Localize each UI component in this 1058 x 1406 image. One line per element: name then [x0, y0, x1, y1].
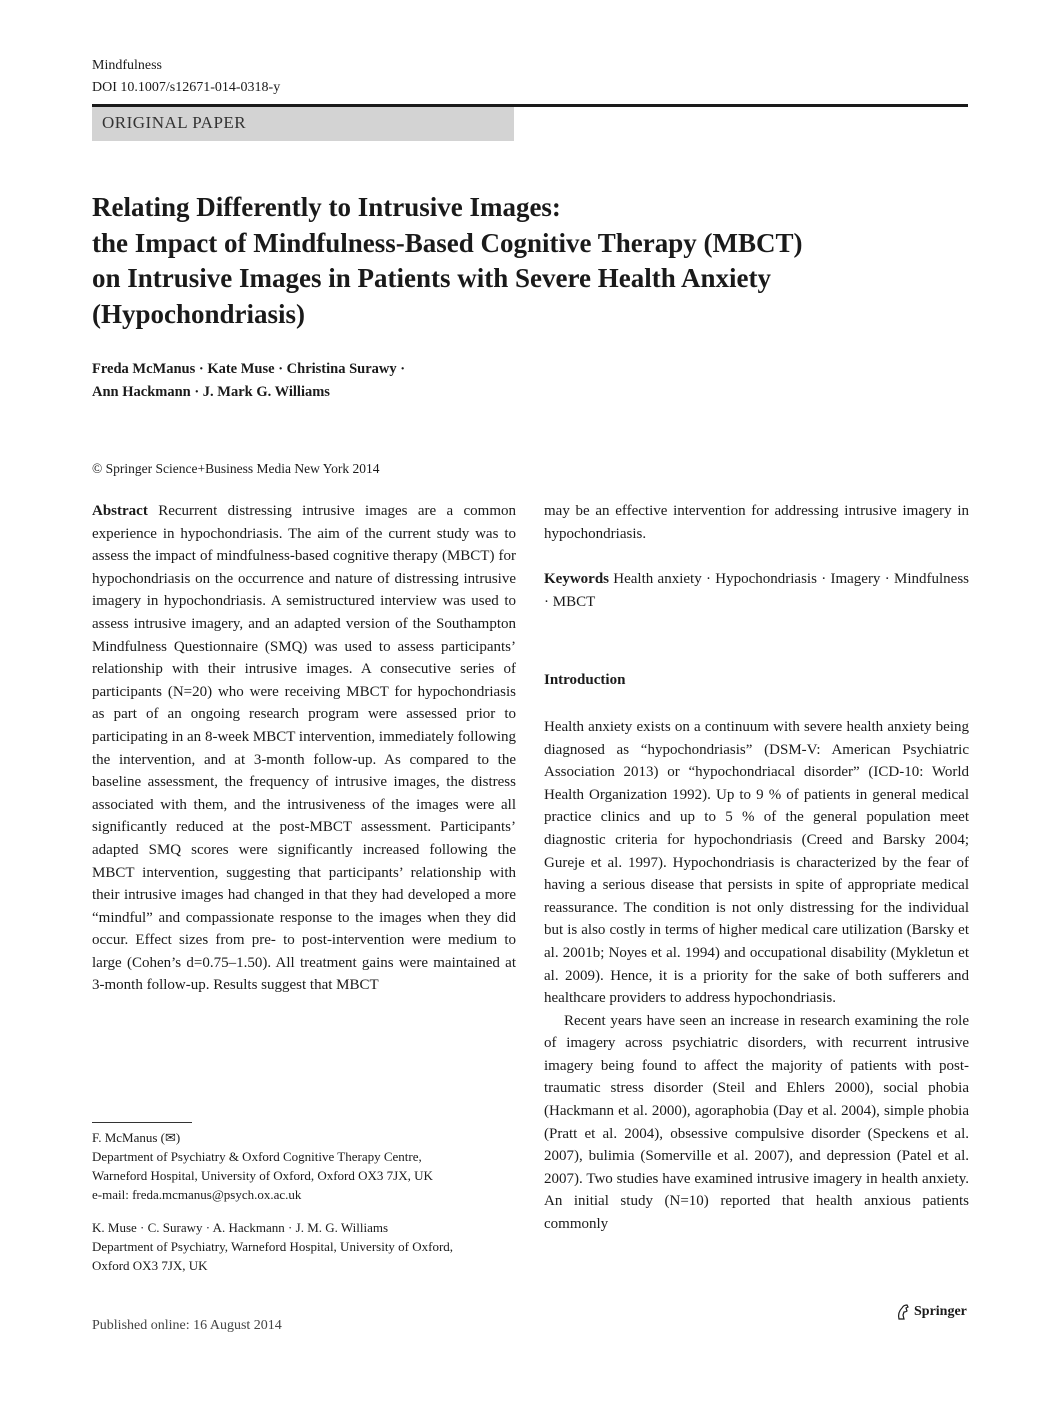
- coauthors-department: Department of Psychiatry, Warneford Hospital, University of Oxford,: [92, 1239, 454, 1254]
- abstract: [92, 500, 516, 997]
- publisher-logo: [896, 1303, 967, 1321]
- title-line: (Hypochondriasis): [92, 298, 306, 329]
- published-date: Published online: 16 August 2014: [92, 1318, 282, 1333]
- springer-horse-icon: [896, 1303, 910, 1321]
- paper-title: [92, 190, 972, 332]
- section-heading-introduction: Introduction: [544, 672, 626, 689]
- author-list: [92, 358, 405, 404]
- article-type-label: ORIGINAL PAPER: [102, 113, 247, 132]
- author-line: Freda McManus · Kate Muse · Christina Surawy ·: [92, 361, 406, 377]
- title-line: the Impact of Mindfulness-Based Cognitive Therapy (MBCT): [92, 227, 803, 258]
- footnote-rule: [92, 1122, 192, 1123]
- keywords-text: Health anxiety · Hypochondriasis · Imagery · Mindfulness · MBCT: [544, 571, 969, 610]
- coauthors: K. Muse · C. Surawy · A. Hackmann · J. M. G. Williams: [92, 1220, 389, 1235]
- corresponding-email[interactable]: e-mail: freda.mcmanus@psych.ox.ac.uk: [92, 1187, 302, 1202]
- corresponding-author: F. McManus (✉): [92, 1130, 181, 1145]
- intro-paragraph: Recent years have seen an increase in research examining the role of imagery across psychiatric disorders, with recurrent intrusive imagery being found to affect the majority of patients with post-traumatic stress disorder (Steil and Ehlers 2000), social phobia (Hackmann et al. 2000), agoraphobia (Day et al. 2004), simple phobia (Pratt et al. 2004), obsessive compulsive disorder (Speckens et al. 2007), bulimia (Somerville et al. 2007), and depression (Patel et al. 2007). Two studies have examined intrusive imagery in health anxiety. An initial study (N=10) reported that health anxious patients commonly: [544, 1012, 969, 1233]
- right-column: [544, 500, 969, 1236]
- abstract-continuation: may be an effective intervention for addressing intrusive imagery in hypochondriasis.: [544, 503, 969, 542]
- abstract-text: Recurrent distressing intrusive images are a common experience in hypochondriasis. The aim of the current study was to assess the impact of mindfulness-based cognitive therapy (MBCT) for hypochondriasis on the occurrence and nature of distressing intrusive imagery in hypochondriasis. A semistructured interview was used to assess intrusive imagery, and an adapted version of the Southampton Mindfulness Questionnaire (SMQ) was used to assess participants’ relationship with their intrusive images. A consecutive series of participants (N=20) who were receiving MBCT for hypochondriasis as part of an ongoing research program were assessed prior to participating in an 8-week MBCT intervention, immediately following the intervention, and at 3-month follow-up. As compared to the baseline assessment, the frequency of intrusive images, the distress associated with them, and the intrusiveness of the images were all significantly reduced at the post-MBCT assessment. Participants’ adapted SMQ scores were significantly increased following the MBCT intervention, suggesting that participants’ relationship with their intrusive images had changed in that they had developed a more “mindful” and compassionate response to the images when they did occur. Effect sizes from pre- to post-intervention were medium to large (Cohen’s d=0.75–1.50). All treatment gains were maintained at 3-month follow-up. Results suggest that MBCT: [92, 503, 517, 994]
- corresponding-department: Department of Psychiatry & Oxford Cognitive Therapy Centre,: [92, 1149, 422, 1164]
- article-type-banner: [92, 107, 514, 141]
- keywords: [544, 568, 969, 613]
- copyright-notice: © Springer Science+Business Media New York 2014: [92, 461, 380, 476]
- keywords-label: Keywords: [544, 571, 609, 588]
- coauthors-address: Oxford OX3 7JX, UK: [92, 1258, 208, 1273]
- abstract-label: Abstract: [92, 503, 148, 519]
- title-line: Relating Differently to Intrusive Images:: [92, 192, 561, 222]
- publisher-name: Springer: [914, 1304, 967, 1319]
- left-column: [92, 500, 516, 997]
- journal-name: Mindfulness: [92, 58, 162, 73]
- doi: DOI 10.1007/s12671-014-0318-y: [92, 80, 281, 95]
- author-line: Ann Hackmann · J. Mark G. Williams: [92, 384, 330, 400]
- corresponding-address: Warneford Hospital, University of Oxford, Oxford OX3 7JX, UK: [92, 1168, 433, 1183]
- intro-paragraph: Health anxiety exists on a continuum with severe health anxiety being diagnosed as “hypochondriasis” (DSM-V: American Psychiatric Association 2013) or “hypochondriacal disorder” (ICD-10: World Health Organization 1992). Up to 9 % of patients in general medical practice clinics and up to 5 % of the general population meet diagnostic criteria for hypochondriasis (Creed and Barsky 2004; Gureje et al. 1997). Hypochondriasis is characterized by the fear of having a serious disease that persists in spite of appropriate medical reassurance. The condition is not only distressing for the individual but is also costly in terms of higher medical care utilization (Barsky et al. 2001b; Noyes et al. 1994) and occupational disability (Mykletun et al. 2009). Hence, it is a priority for the sake of both sufferers and healthcare providers to address hypochondriasis.: [544, 718, 969, 1007]
- title-line: on Intrusive Images in Patients with Severe Health Anxiety: [92, 263, 771, 293]
- author-affiliations: [92, 1128, 522, 1275]
